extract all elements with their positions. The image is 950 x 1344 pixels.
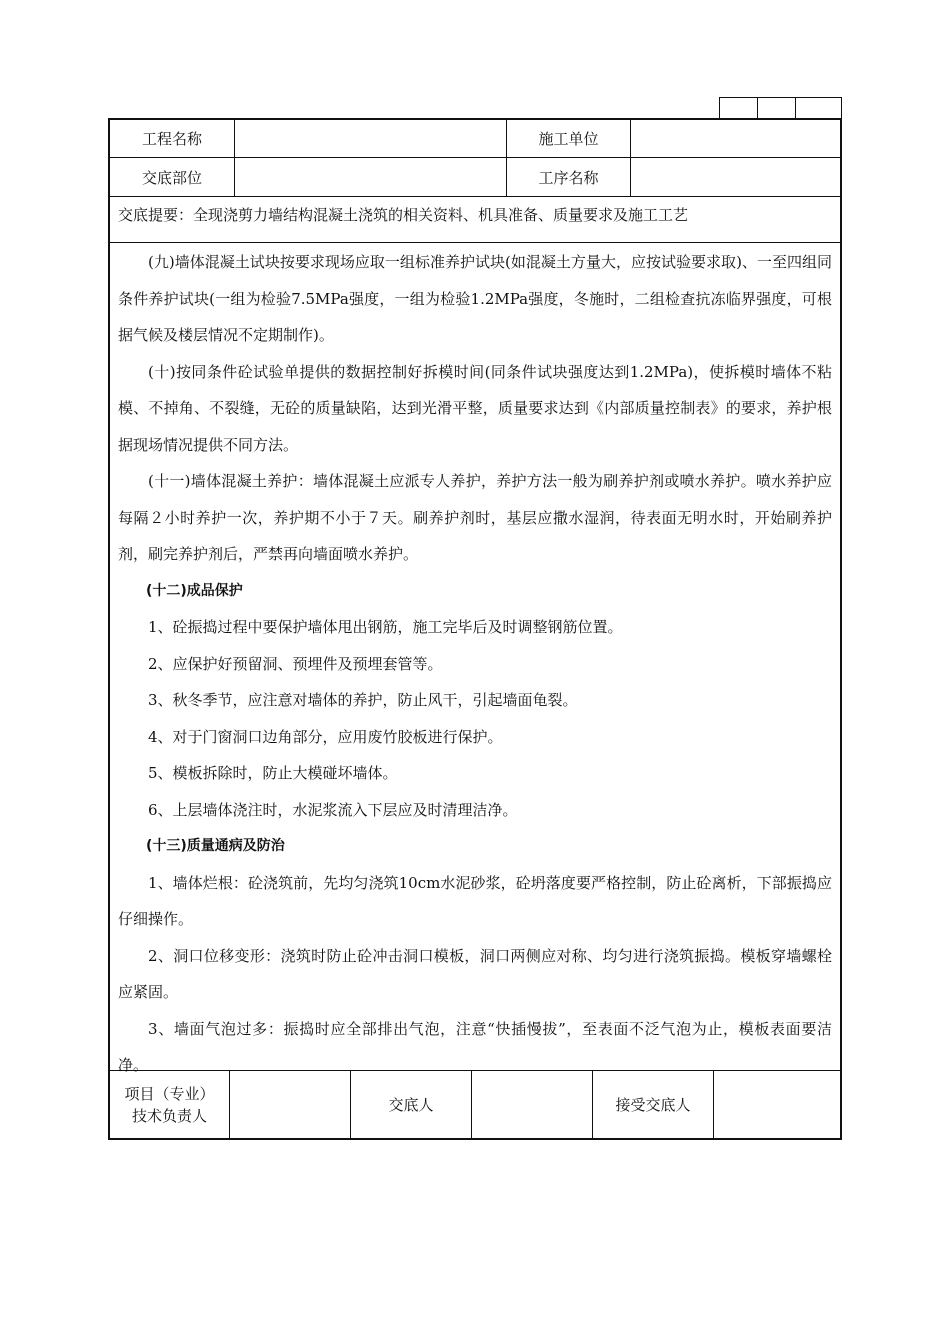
process-name-value[interactable] [631, 158, 840, 196]
project-name-value[interactable] [235, 120, 507, 157]
handover-part-value[interactable] [235, 158, 507, 196]
construction-unit-label: 施工单位 [507, 120, 631, 157]
section-13-title: (十三)质量通病及防治 [146, 838, 285, 854]
number-box-3 [796, 98, 841, 119]
tech-lead-signature[interactable] [230, 1071, 351, 1138]
paragraph-10: (十)按同条件砼试验单提供的数据控制好拆模时间(同条件试块强度达到1.2MPa)，使拆模时墙体不粘模、不掉角、不裂缝，无砼的质量缺陷，达到光滑平整，质量要求达到《内部质量控制表》的要求，养护根据现场情况提供不同方法。 [118, 362, 832, 454]
handover-summary: 交底提要：全现浇剪力墙结构混凝土浇筑的相关资料、机具准备、质量要求及施工工艺 [118, 206, 689, 224]
handover-person-signature[interactable] [472, 1071, 593, 1138]
paragraph-11: (十一)墙体混凝土养护：墙体混凝土应派专人养护，养护方法一般为刷养护剂或喷水养护。喷水养护应每隔２小时养护一次，养护期不小于７天。刷养护剂时，基层应撒水湿润，待表面无明水时，开始刷养护剂，刷完养护剂后，严禁再向墙面喷水养护。 [118, 472, 832, 563]
project-name-label: 工程名称 [110, 120, 235, 157]
section-12-title: (十二)成品保护 [146, 582, 243, 599]
tech-lead-label-line2: 技术负责人 [131, 1106, 207, 1125]
header-row-2 [110, 158, 840, 197]
section-13-item: 3、墙面气泡过多：振捣时应全部排出气泡，注意“快插慢拔”，至表面不泛气泡为止，模板表面要洁净。 [118, 1019, 832, 1074]
section-12-item: 5、模板拆除时，防止大模碰坏墙体。 [148, 764, 398, 782]
tech-lead-label-line1: 项目（专业） [124, 1084, 215, 1103]
handover-content [118, 244, 832, 1084]
number-box-2 [758, 98, 796, 119]
tech-lead-label [110, 1071, 230, 1138]
section-12-item: 2、应保护好预留洞、预埋件及预埋套管等。 [148, 654, 443, 673]
section-12-item: 4、对于门窗洞口边角部分，应用废竹胶板进行保护。 [148, 727, 503, 746]
section-13-item: 1、墙体烂根：砼浇筑前，先均匀浇筑10cm水泥砂浆，砼坍落度要严格控制，防止砼离析，下部振捣应仔细操作。 [118, 873, 832, 928]
handover-person-label: 交底人 [351, 1071, 472, 1138]
section-13-item: 2、洞口位移变形：浇筑时防止砼冲击洞口模板，洞口两侧应对称、均匀进行浇筑振捣。模板穿墙螺栓应紧固。 [118, 946, 832, 1001]
receiver-label: 接受交底人 [593, 1071, 714, 1138]
section-12-item: 1、砼振捣过程中要保护墙体甩出钢筋，施工完毕后及时调整钢筋位置。 [148, 618, 623, 636]
header-row-1 [110, 120, 840, 158]
paragraph-9: (九)墙体混凝土试块按要求现场应取一组标准养护试块(如混凝土方量大，应按试验要求取)、一至四组同条件养护试块(一组为检验7.5MPa强度，一组为检验1.2MPa强度，冬施时，二组检查抗冻临界强度，可根据气候及楼层情况不定期制作)。 [118, 253, 832, 344]
section-12-item: 3、秋冬季节，应注意对墙体的养护，防止风干，引起墙面龟裂。 [148, 691, 578, 709]
signature-row [110, 1070, 840, 1138]
handover-form [108, 118, 842, 1140]
summary-row [110, 197, 840, 243]
construction-unit-value[interactable] [631, 120, 840, 157]
section-12-item: 6、上层墙体浇注时，水泥浆流入下层应及时清理洁净。 [148, 800, 518, 819]
document-number-boxes [719, 97, 842, 119]
number-box-1 [720, 98, 758, 119]
process-name-label: 工序名称 [507, 158, 631, 196]
receiver-signature[interactable] [714, 1071, 840, 1138]
handover-part-label: 交底部位 [110, 158, 235, 196]
